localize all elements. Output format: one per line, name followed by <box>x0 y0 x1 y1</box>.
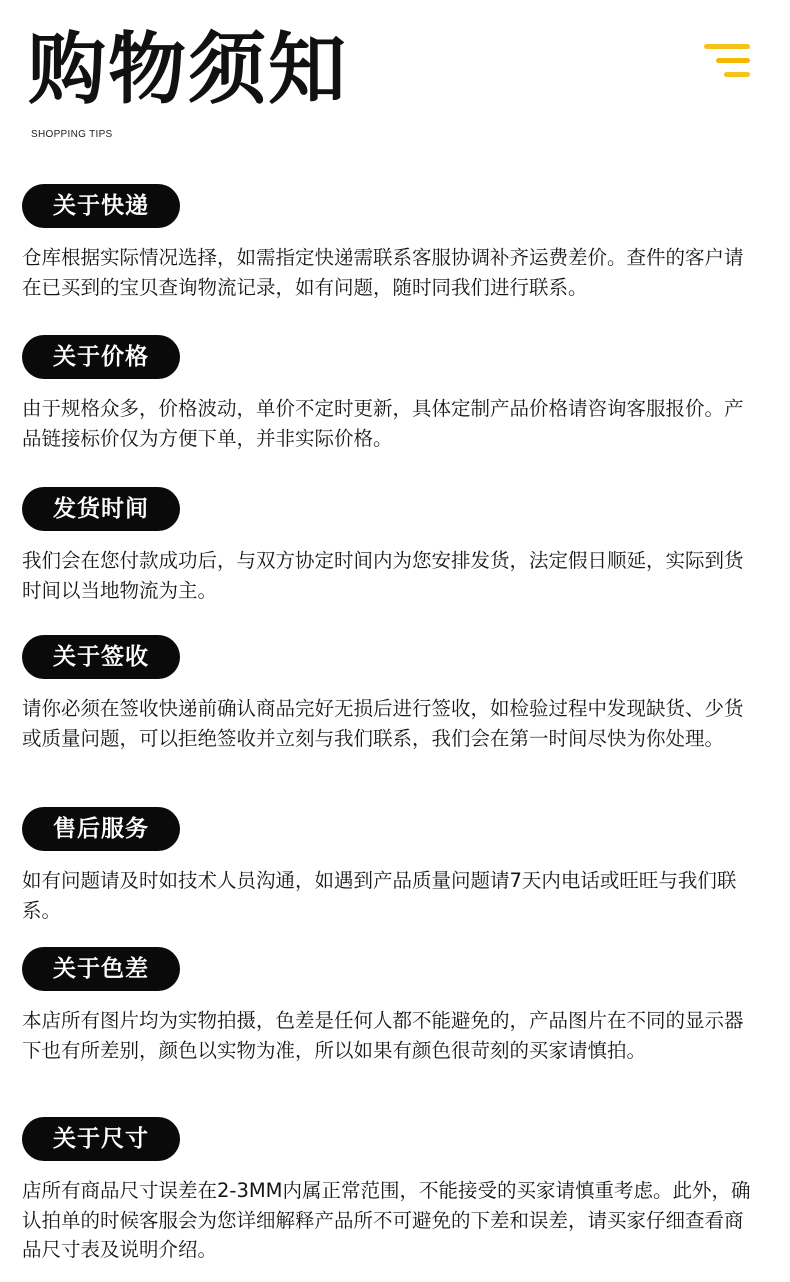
section-text: 店所有商品尺寸误差在2-3MM内属正常范围，不能接受的买家请慎重考虑。此外，确认拍单的时候客服会为您详细解释产品所不可避免的下差和误差，请买家仔细查看商品尺寸表及说明介绍。 <box>22 1179 751 1261</box>
section-text: 如有问题请及时如技术人员沟通，如遇到产品质量问题请7天内电话或旺旺与我们联系。 <box>22 869 737 922</box>
section-price <box>22 335 762 453</box>
section-text: 我们会在您付款成功后，与双方协定时间内为您安排发货，法定假日顺延，实际到货时间以当地物流为主。 <box>22 549 744 602</box>
section-express <box>22 184 762 302</box>
menu-line <box>716 58 750 63</box>
section-text: 本店所有图片均为实物拍摄，色差是任何人都不能避免的，产品图片在不同的显示器下也有所差别，颜色以实物为准，所以如果有颜色很苛刻的买家请慎拍。 <box>22 1009 744 1062</box>
section-text: 请你必须在签收快递前确认商品完好无损后进行签收，如检验过程中发现缺货、少货或质量问题，可以拒绝签收并立刻与我们联系，我们会在第一时间尽快为你处理。 <box>22 697 744 750</box>
section-color-difference <box>22 947 762 1065</box>
menu-icon[interactable] <box>702 44 750 78</box>
section-text: 由于规格众多，价格波动，单价不定时更新，具体定制产品价格请咨询客服报价。产品链接标价仅为方便下单，并非实际价格。 <box>22 397 744 450</box>
section-heading: 发货时间 <box>22 487 180 531</box>
page-subtitle: SHOPPING TIPS <box>31 129 113 140</box>
section-heading: 关于色差 <box>22 947 180 991</box>
section-heading: 关于价格 <box>22 335 180 379</box>
menu-line <box>704 44 750 49</box>
section-heading: 售后服务 <box>22 807 180 851</box>
section-after-sales <box>22 807 762 925</box>
menu-line <box>724 72 750 77</box>
section-heading: 关于快递 <box>22 184 180 228</box>
section-shipping-time <box>22 487 762 605</box>
section-text: 仓库根据实际情况选择，如需指定快递需联系客服协调补齐运费差价。查件的客户请在已买到的宝贝查询物流记录，如有问题，随时同我们进行联系。 <box>22 246 744 299</box>
section-heading: 关于签收 <box>22 635 180 679</box>
section-size <box>22 1117 762 1265</box>
section-receipt <box>22 635 762 753</box>
section-heading: 关于尺寸 <box>22 1117 180 1161</box>
page-title: 购物须知 <box>28 25 349 115</box>
